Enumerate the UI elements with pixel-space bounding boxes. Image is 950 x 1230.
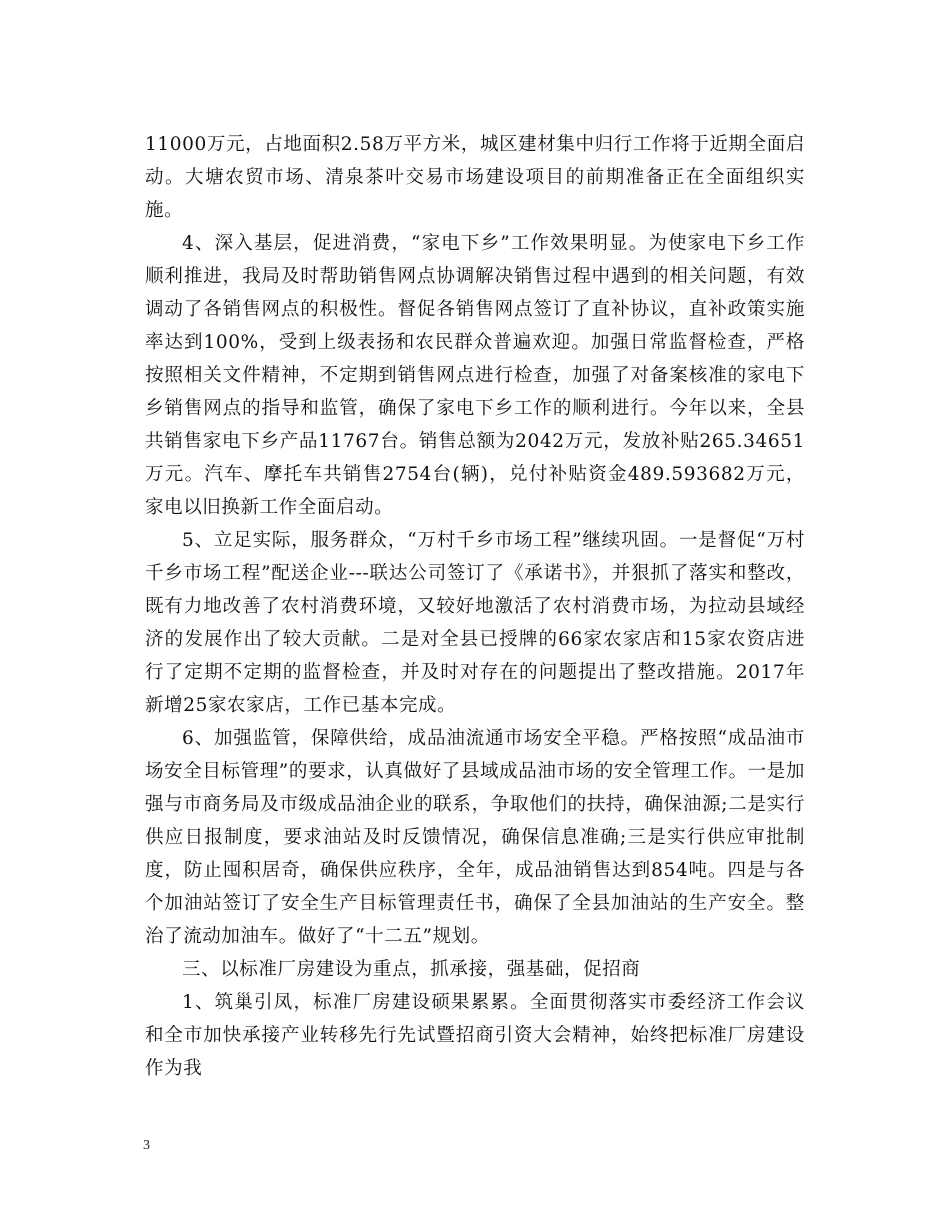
- document-body: [145, 128, 805, 1085]
- paragraph-continuation: 11000万元，占地面积2.58万平方米，城区建材集中归行工作将于近期全面启动。大塘农贸市场、清泉茶叶交易市场建设项目的前期准备正在全面组织实施。: [145, 134, 805, 221]
- paragraph-home-appliances: 4、深入基层，促进消费，“家电下乡”工作效果明显。为使家电下乡工作顺利推进，我局及时帮助销售网点协调解决销售过程中遇到的相关问题，有效调动了各销售网点的积极性。督促各销售网点签订了直补协议，直补政策实施率达到100%，受到上级表扬和农民群众普遍欢迎。加强日常监督检查，严格按照相关文件精神，不定期到销售网点进行检查，加强了对备案核准的家电下乡销售网点的指导和监管，确保了家电下乡工作的顺利进行。今年以来，全县共销售家电下乡产品11767台。销售总额为2042万元，发放补贴265.34651万元。汽车、摩托车共销售2754台(辆)，兑付补贴资金489.593682万元，家电以旧换新工作全面启动。: [145, 233, 805, 518]
- paragraph-factory-construction: 1、筑巢引凤，标准厂房建设硕果累累。全面贯彻落实市委经济工作会议和全市加快承接产业转移先行先试暨招商引资大会精神，始终把标准厂房建设作为我: [145, 992, 805, 1079]
- paragraph-refined-oil-market: 6、加强监管，保障供给，成品油流通市场安全平稳。严格按照“成品油市场安全目标管理”的要求，认真做好了县域成品油市场的安全管理工作。一是加强与市商务局及市级成品油企业的联系，争取他们的扶持，确保油源;二是实行供应日报制度，要求油站及时反馈情况，确保信息准确;三是实行供应审批制度，防止囤积居奇，确保供应秩序，全年，成品油销售达到854吨。四是与各个加油站签订了安全生产目标管理责任书，确保了全县加油站的生产安全。整治了流动加油车。做好了“十二五”规划。: [145, 728, 805, 947]
- section-heading-standard-factory: 三、以标准厂房建设为重点，抓承接，强基础，促招商: [182, 959, 641, 980]
- paragraph-village-market-project: 5、立足实际，服务群众，“万村千乡市场工程”继续巩固。一是督促“万村千乡市场工程”配送企业---联达公司签订了《承诺书》，并狠抓了落实和整改，既有力地改善了农村消费环境，又较好地激活了农村消费市场，为拉动县域经济的发展作出了较大贡献。二是对全县已授牌的66家农家店和15家农资店进行了定期不定期的监督检查，并及时对存在的问题提出了整改措施。2017年新增25家农家店，工作已基本完成。: [145, 530, 805, 716]
- page-number: 3: [143, 1138, 150, 1153]
